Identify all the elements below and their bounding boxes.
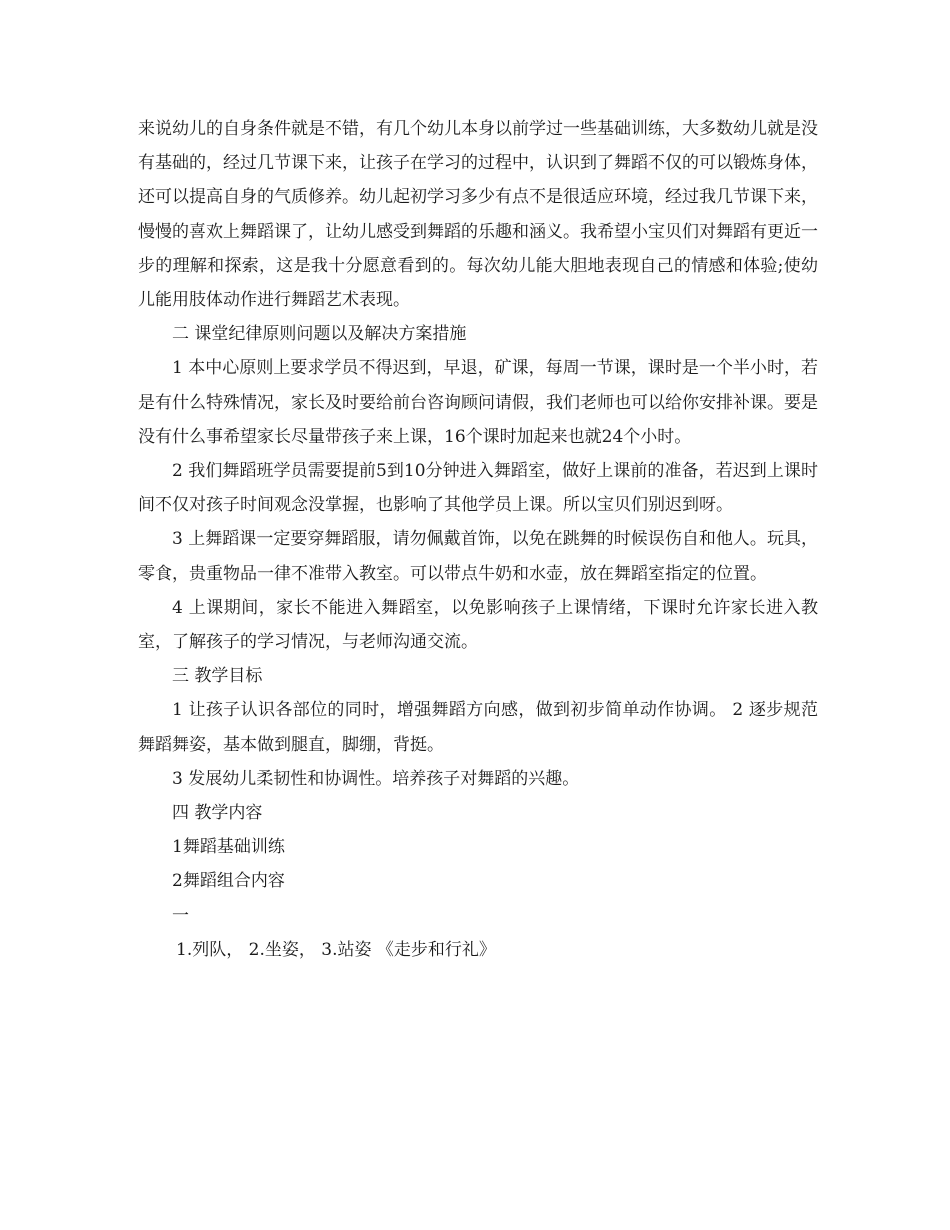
goal-3: 3 发展幼儿柔韧性和协调性。培养孩子对舞蹈的兴趣。	[172, 768, 580, 789]
content-list-line: 1.列队， 2.坐姿， 3.站姿 《走步和行礼》	[176, 939, 496, 960]
goal-1-2: 1 让孩子认识各部位的同时，增强舞蹈方向感，做到初步简单动作协调。 2 逐步规范舞蹈舞姿，基本做到腿直，脚绷，背挺。	[138, 700, 818, 755]
section-heading-content: 四 教学内容	[172, 803, 263, 824]
discipline-rule-4: 4 上课期间，家长不能进入舞蹈室，以免影响孩子上课情绪，下课时允许家长进入教室，了解孩子的学习情况，与老师沟通交流。	[138, 597, 818, 653]
intro-paragraph: 来说幼儿的自身条件就是不错，有几个幼儿本身以前学过一些基础训练，大多数幼儿就是没有基础的，经过几节课下来，让孩子在学习的过程中，认识到了舞蹈不仅的可以锻炼身体，还可以提高自身的气质修养。幼儿起初学习多少有点不是很适应环境，经过我几节课下来，慢慢的喜欢上舞蹈课了，让幼儿感受到舞蹈的乐趣和涵义。我希望小宝贝们对舞蹈有更近一步的理解和探索，这是我十分愿意看到的。每次幼儿能大胆地表现自己的情感和体验;使幼儿能用肢体动作进行舞蹈艺术表现。	[138, 119, 818, 311]
content-item-1: 1舞蹈基础训练	[172, 837, 285, 858]
content-subheading: 一	[172, 905, 189, 926]
discipline-rule-3: 3 上舞蹈课一定要穿舞蹈服，请勿佩戴首饰，以免在跳舞的时候误伤自和他人。玩具，零食，贵重物品一律不准带入教室。可以带点牛奶和水壶，放在舞蹈室指定的位置。	[138, 529, 818, 584]
discipline-rule-2: 2 我们舞蹈班学员需要提前5到10分钟进入舞蹈室，做好上课前的准备，若迟到上课时间不仅对孩子时间观念没掌握，也影响了其他学员上课。所以宝贝们别迟到呀。	[138, 461, 818, 516]
section-heading-discipline: 二 课堂纪律原则问题以及解决方案措施	[172, 324, 467, 345]
document-body	[138, 112, 818, 967]
discipline-rule-1: 1 本中心原则上要求学员不得迟到，早退，矿课，每周一节课，课时是一个半小时，若是有什么特殊情况，家长及时要给前台咨询顾问请假，我们老师也可以给你安排补课。要是没有什么事希望家长尽量带孩子来上课，16个课时加起来也就24个小时。	[138, 358, 818, 447]
content-item-2: 2舞蹈组合内容	[172, 871, 285, 892]
section-heading-goals: 三 教学目标	[172, 666, 263, 687]
